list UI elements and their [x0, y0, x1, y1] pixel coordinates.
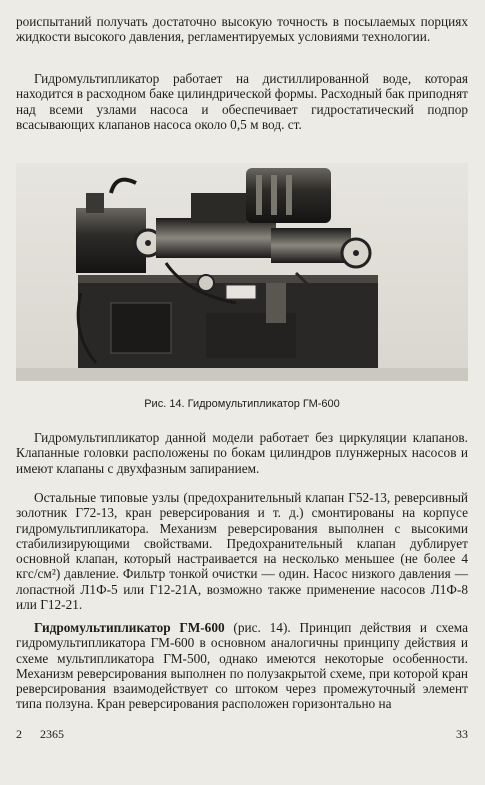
- figure-photo-gm600: [16, 163, 468, 381]
- page-footer: [16, 727, 468, 742]
- paragraph-components: [16, 490, 468, 612]
- paragraph-text: Гидромультипликатор данной модели работает без циркуляции клапанов. Клапанные головки расположены по бокам цилиндров плунжерных насосов и имеют клапаны с двухфазным запиранием.: [16, 430, 468, 476]
- page-number: 33: [456, 727, 468, 741]
- paragraph-text: [16, 620, 468, 712]
- paragraph-gm600: [16, 620, 468, 712]
- figure-caption: Рис. 14. Гидромультипликатор ГМ-600: [144, 398, 340, 410]
- paragraph-text: Остальные типовые узлы (предохранительный клапан Г52-13, реверсивный золотник Г72-13, кран реверсирования и т. д.) смонтированы на корпусе гидромультипликатора. Механизм реверсирования выполнен с высокими стабилизирующими свойствами. Предохранительный клапан дублирует основной клапан, который настраивается на несколько меньшее (не более 4 кгс/см²) давление. Фильтр тонкой очистки — один. Насос низкого давления — лопастной Л1Ф-5 или Г12-21А, возможно также применение насосов Л1Ф-8 или Г12-21.: [16, 490, 468, 613]
- paragraph-body: (рис. 14). Принцип действия и схема гидромультипликатора ГМ-600 в основном аналогичны принципу действия и схеме мультипликатора ГМ-500, однако имеются некоторые особенности. Механизм реверсирования выполнен по полузакрытой схеме, при которой кран реверсирования взаимодействует со штоком через промежуточный элемент типа ползуна. Кран реверсирования расположен горизонтально на: [16, 620, 468, 712]
- section-heading-inline: Гидромультипликатор ГМ-600: [34, 620, 225, 635]
- paragraph-text: роиспытаний получать достаточно высокую точность в посылаемых порциях жидкости высокого давления, регламентируемых условиями технологии.: [16, 14, 468, 45]
- paragraph-water-supply: [16, 71, 468, 132]
- paragraph-text: Гидромультипликатор работает на дистиллированной воде, которая находится в расходном баке цилиндрической формы. Расходный бак приподнят над всеми узлами насоса и обеспечивает гидростатический подпор всасывающих клапанов насоса около 0,5 м вод. ст.: [16, 71, 468, 132]
- print-code: 2365: [40, 727, 64, 741]
- paragraph-continuation: [16, 14, 468, 45]
- machine-photo: [16, 163, 468, 381]
- paragraph-model-description: [16, 430, 468, 476]
- signature-mark: 2: [16, 727, 22, 741]
